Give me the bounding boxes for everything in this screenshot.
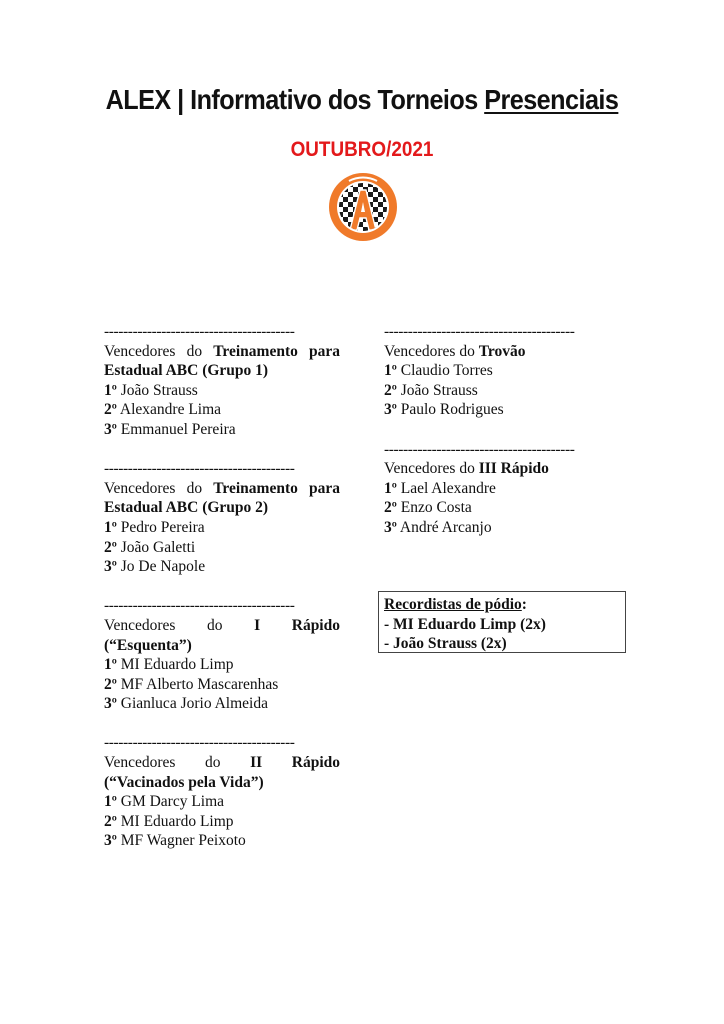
separator-line: ---------------------------------------- (384, 323, 575, 340)
player-name: GM Darcy Lima (120, 793, 225, 811)
separator-line: ---------------------------------------- (104, 460, 295, 478)
separator-line: ---------------------------------------- (384, 440, 575, 458)
winners-heading (104, 616, 340, 655)
tournament-name: Treinamento para Estadual ABC (Grupo 1) (104, 342, 340, 380)
player-name: MF Alberto Mascarenhas (120, 675, 279, 693)
winners-block (104, 459, 340, 577)
separator-line: ---------------------------------------- (104, 734, 295, 752)
podium-place (104, 792, 340, 812)
place-rank: 1º (104, 381, 117, 399)
winners-prefix: Vencedores do (384, 460, 475, 478)
tournament-name: Trovão (478, 342, 526, 360)
winners-prefix: Vencedores do (104, 342, 203, 360)
place-rank: 3º (384, 518, 397, 536)
podium-place (384, 381, 620, 401)
winners-heading (384, 342, 620, 362)
winners-prefix: Vencedores do (384, 342, 475, 360)
winners-block (104, 596, 340, 714)
podium-place (384, 479, 620, 499)
podium-place (104, 675, 340, 695)
winners-heading (104, 342, 340, 381)
records-box (378, 591, 626, 653)
place-rank: 2º (384, 381, 397, 399)
place-rank: 2º (104, 538, 117, 556)
winners-block (384, 440, 620, 538)
records-title: Recordistas de pódio (384, 596, 522, 613)
player-name: MI Eduardo Limp (120, 812, 234, 830)
podium-place (104, 557, 340, 577)
winners-block (104, 733, 340, 851)
tournament-name: Treinamento para Estadual ABC (Grupo 2) (104, 479, 340, 517)
podium-place (384, 498, 620, 518)
podium-place (104, 694, 340, 714)
place-rank: 1º (384, 479, 397, 497)
podium-place (384, 400, 620, 420)
player-name: MF Wagner Peixoto (120, 832, 246, 850)
player-name: MI Eduardo Limp (120, 656, 234, 674)
separator-line: ---------------------------------------- (104, 323, 295, 340)
winners-heading (104, 479, 340, 518)
player-name: Claudio Torres (400, 362, 493, 380)
tournament-name: I Rápido (“Esquenta”) (104, 616, 340, 654)
place-rank: 3º (104, 832, 117, 850)
winners-heading (104, 753, 340, 792)
player-name: Paulo Rodrigues (400, 401, 504, 419)
podium-place (104, 655, 340, 675)
podium-place (104, 381, 340, 401)
place-rank: 2º (104, 675, 117, 693)
podium-place (104, 420, 340, 440)
title-prefix: ALEX | Informativo dos Torneios (105, 84, 485, 115)
player-name: João Galetti (120, 538, 196, 556)
winners-block (384, 322, 620, 420)
place-rank: 2º (384, 499, 397, 517)
podium-place (104, 400, 340, 420)
place-rank: 3º (104, 695, 117, 713)
player-name: Jo De Napole (120, 558, 206, 576)
podium-place (104, 518, 340, 538)
place-rank: 2º (104, 401, 117, 419)
player-name: Gianluca Jorio Almeida (120, 695, 268, 713)
records-colon: : (521, 596, 527, 613)
tournament-name: II Rápido (“Vacinados pela Vida”) (104, 754, 340, 791)
podium-place (104, 831, 340, 851)
tournament-name: III Rápido (478, 460, 549, 478)
place-rank: 1º (104, 656, 117, 674)
winners-prefix: Vencedores do (104, 479, 203, 497)
title-underlined: Presenciais (484, 84, 619, 115)
place-rank: 3º (104, 558, 117, 576)
player-name: André Arcanjo (399, 518, 492, 536)
place-rank: 3º (384, 401, 397, 419)
player-name: Enzo Costa (400, 499, 472, 517)
left-column (104, 322, 340, 871)
podium-place (104, 538, 340, 558)
place-rank: 3º (104, 420, 117, 438)
player-name: Emmanuel Pereira (120, 420, 236, 438)
page-title (36, 84, 688, 116)
player-name: Pedro Pereira (120, 518, 205, 536)
page-subtitle: OUTUBRO/2021 (290, 138, 434, 161)
place-rank: 1º (384, 362, 397, 380)
place-rank: 1º (104, 518, 117, 536)
winners-prefix: Vencedores do (104, 754, 221, 772)
right-column (384, 322, 620, 557)
place-rank: 1º (104, 793, 117, 811)
separator-line: ---------------------------------------- (104, 597, 295, 615)
podium-place (384, 361, 620, 381)
podium-place (384, 518, 620, 538)
player-name: João Strauss (400, 381, 478, 399)
winners-prefix: Vencedores do (104, 616, 223, 634)
player-name: Lael Alexandre (400, 479, 496, 497)
place-rank: 2º (104, 812, 117, 830)
player-name: João Strauss (120, 381, 198, 399)
records-item: - MI Eduardo Limp (2x) (384, 615, 546, 633)
records-item: - João Strauss (2x) (384, 635, 507, 653)
podium-place (104, 812, 340, 832)
winners-heading (384, 459, 620, 479)
chess-club-logo-icon (328, 172, 398, 242)
player-name: Alexandre Lima (119, 401, 222, 419)
winners-block (104, 322, 340, 440)
